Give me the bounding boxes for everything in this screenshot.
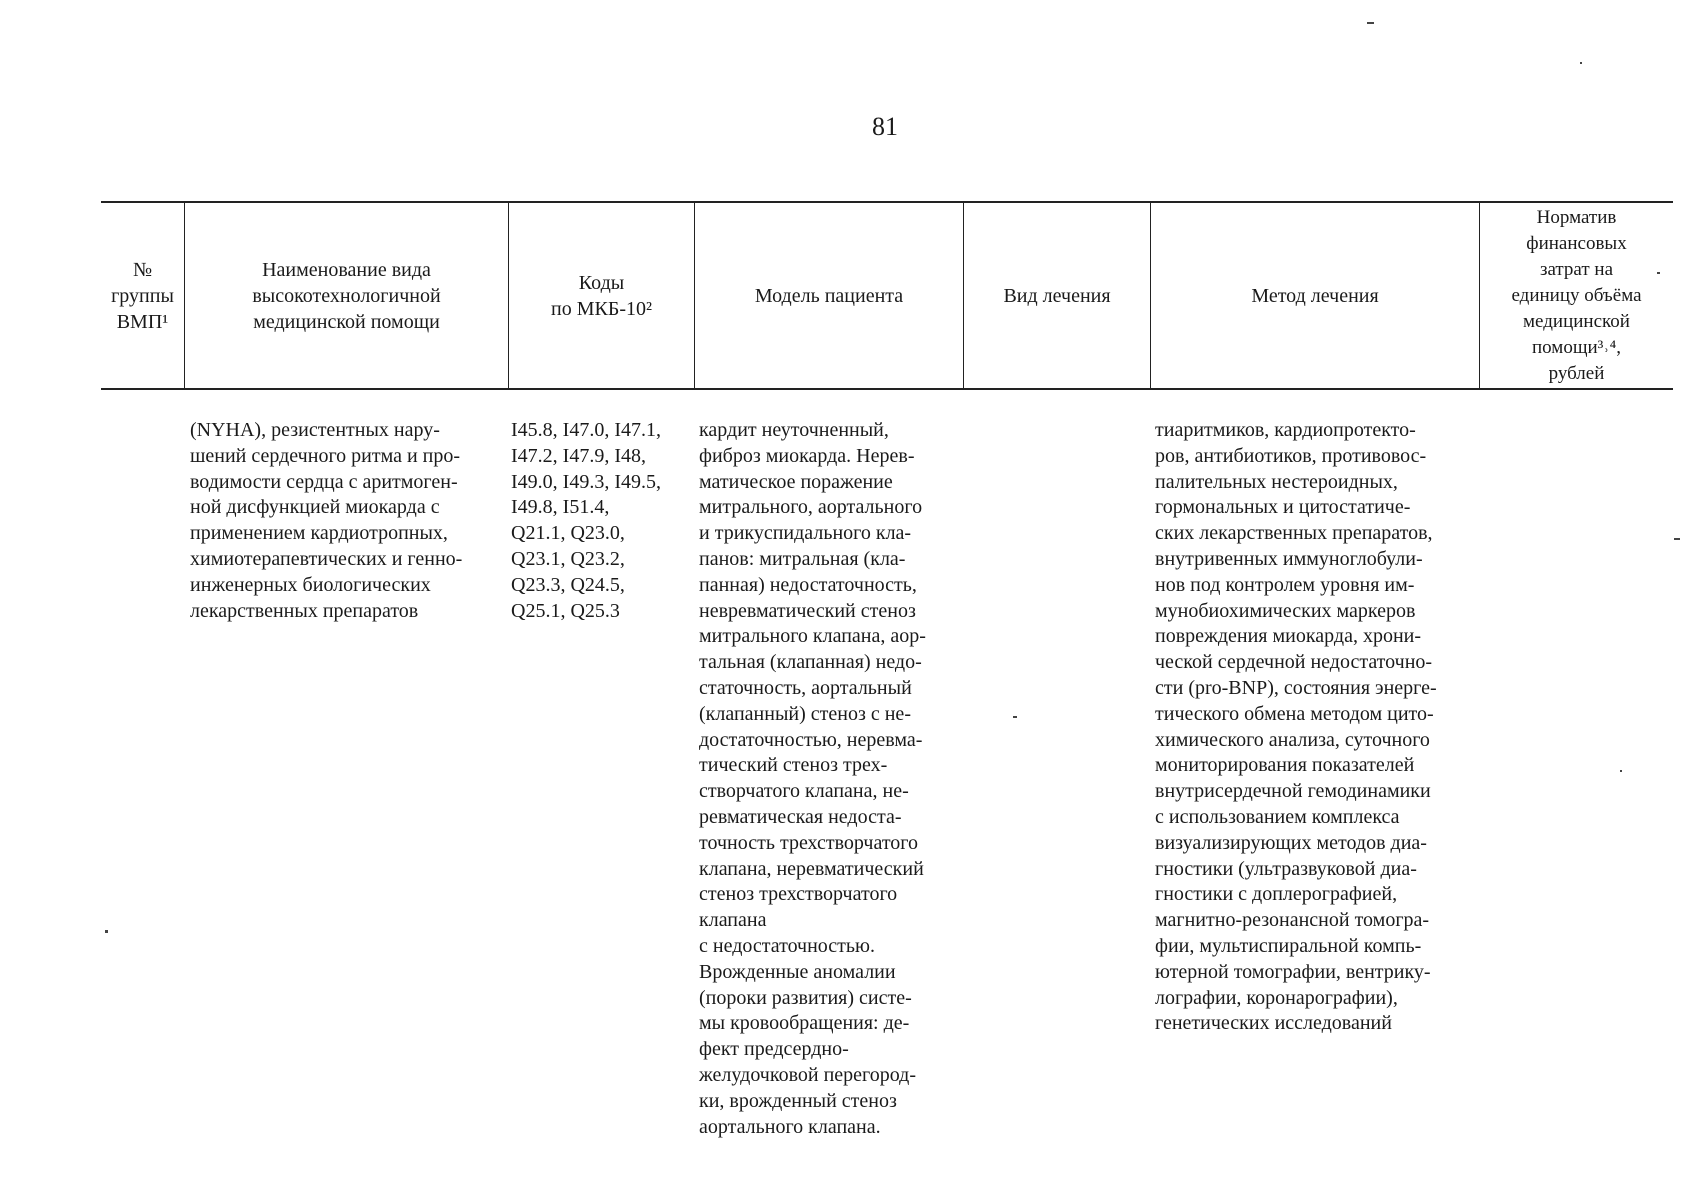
- header-care-name: Наименование вида высокотехнологичной медицинской помощи: [252, 258, 441, 333]
- header-patient-model: Модель пациента: [754, 284, 904, 307]
- cell-treatment-method: тиаритмиков, кардиопротекто- ров, антибиотиков, противовос- палительных нестероидных, гормональных и цитостатиче- ских лекарственных препаратов, внутривенных иммуноглобули- нов под контролем уровня им- мунобиохимических маркеров повреждения миокарда, хрони- ческой сердечной недостаточно- сти (pro-BNP), состояния энерге- тического обмена методом цито- химического анализа, суточного мониторирования показателей внутрисердечной гемодинамики с использованием комплекса визуализирующих методов диа- гностики (ультразвуковой диа- гностики с доплерографией, магнитно-резонансной томогра- фии, мультиспиральной компь- ютерной томографии, вентрику- лографии, коронарографии), генетических исследований: [1155, 419, 1437, 1035]
- cell-patient-model: кардит неуточненный, фиброз миокарда. Нерев- матическое поражение митрального, аортального и трикуспидального кла- панов: митральная (кла- панная) недостаточность, невревматический стеноз митрального клапана, аор- тальная (клапанная) недо- статочность, аортальный (клапанный) стеноз с не- достаточностью, неревма- тический стеноз трех- створчатого клапана, не- ревматическая недоста- точность трехстворчатого клапана, неревматический стеноз трехстворчатого клапана с недостаточностью. Врожденные аномалии (пороки развития) систе- мы кровообращения: де- фект предсердно- желудочковой перегород- ки, врожденный стеноз аортального клапана.: [699, 419, 926, 1138]
- cell-icd-codes: I45.8, I47.0, I47.1, I47.2, I47.9, I48, I49.0, I49.3, I49.5, I49.8, I51.4, Q21.1, Q23.0, Q23.1, Q23.2, Q23.3, Q24.5, Q25.1, Q25.3: [511, 419, 661, 622]
- scan-speck: [1674, 538, 1680, 540]
- cell-care-name: (NYHA), резистентных нару- шений сердечного ритма и про- водимости сердца с аритмоген- ной дисфункцией миокарда с применением кардиотропных, химиотерапевтических и генно- инженерных биологических лекарственных препаратов: [190, 419, 463, 622]
- scan-speck: [1657, 272, 1660, 274]
- treatment-table: [101, 201, 1673, 1170]
- scan-speck: [1580, 62, 1582, 64]
- header-cost-norm: Норматив финансовых затрат на единицу объёма медицинской помощи³˒⁴, рублей: [1511, 206, 1642, 384]
- header-icd-codes: Коды по МКБ-10²: [551, 271, 652, 320]
- page-number: 81: [872, 112, 898, 141]
- table-row: [101, 390, 1673, 1170]
- scan-speck: [105, 930, 108, 933]
- header-group-number: № группы ВМП¹: [111, 258, 174, 333]
- header-treatment-method: Метод лечения: [1251, 284, 1379, 307]
- scan-speck: [1367, 22, 1374, 24]
- table-header-row: [101, 201, 1673, 390]
- scan-speck: [1620, 770, 1622, 772]
- scan-speck: [1013, 716, 1017, 718]
- header-treatment-type: Вид лечения: [1003, 284, 1111, 307]
